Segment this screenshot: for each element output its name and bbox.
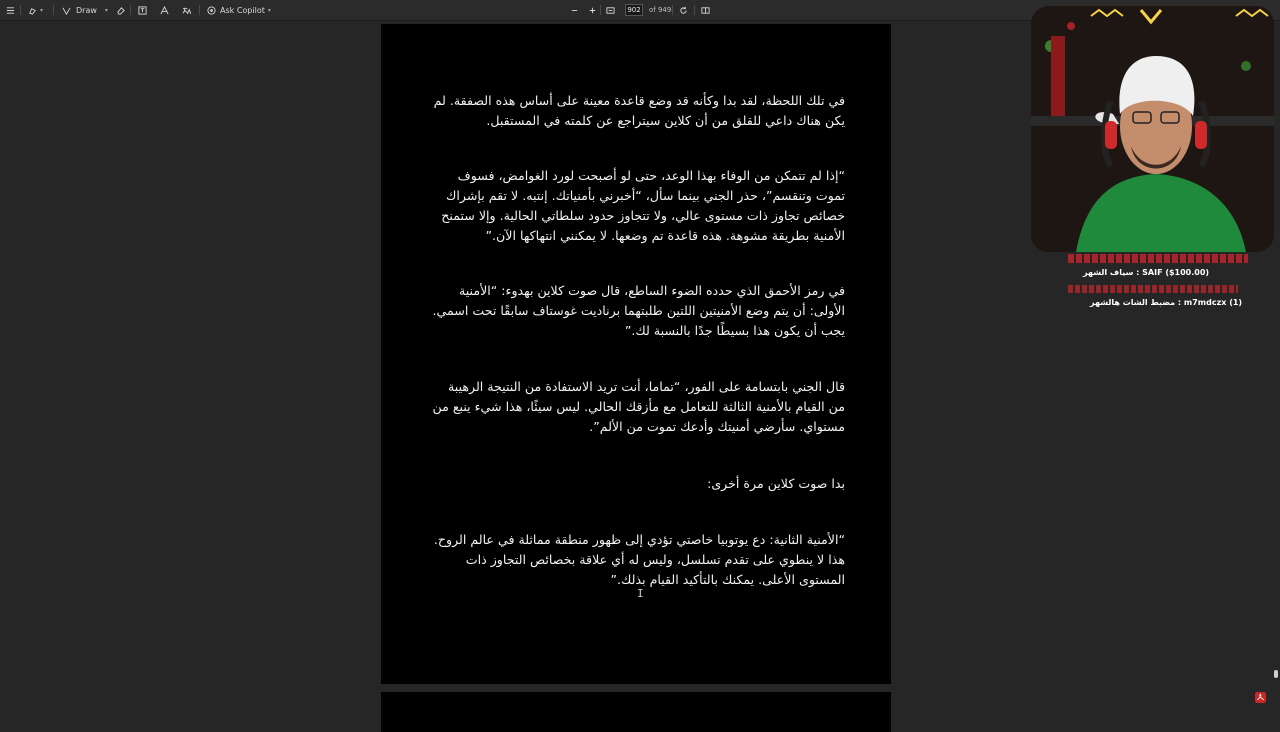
overlay-ticker-bar [1068, 285, 1238, 293]
read-aloud-button[interactable] [160, 0, 169, 20]
toolbar-divider [694, 5, 695, 15]
pdf-app-icon [1255, 692, 1266, 703]
toolbar-divider [53, 5, 54, 15]
rotate-button[interactable] [679, 0, 688, 20]
draw-label: Draw [76, 5, 97, 15]
toolbar-divider [20, 5, 21, 15]
page-number-input[interactable] [625, 4, 643, 16]
webcam-feed [1031, 6, 1274, 252]
text-box-button[interactable] [138, 0, 147, 20]
paragraph: في تلك اللحظة، لقد بدا وكأنه قد وضع قاعدة معينة على أساس هذه الصفقة. لم يكن هناك داعي للقلق من أن كلاين سيتراجع عن كلمته في المستقبل. [433, 93, 845, 128]
contents-button[interactable] [6, 0, 15, 20]
overlay-ticker-bar [1068, 254, 1248, 263]
toolbar-divider [130, 5, 131, 15]
total-pages-label: of 949 [649, 6, 672, 14]
toolbar-divider [672, 5, 673, 15]
draw-button[interactable] [62, 0, 108, 20]
zoom-in-button[interactable] [588, 0, 597, 20]
overlay-top-supporter: SAIF ($100.00) : سياف الشهر [1083, 268, 1210, 277]
erase-button[interactable] [116, 0, 125, 20]
fit-page-button[interactable] [606, 0, 615, 20]
text-cursor-icon: I [637, 587, 644, 600]
pen-icon [62, 6, 71, 15]
rotate-icon [679, 6, 688, 15]
toolbar-divider [600, 5, 601, 15]
chevron-down-icon: ▾ [267, 6, 271, 14]
paragraph: “إذا لم تتمكن من الوفاء بهذا الوعد، حتى لو أصبحت لورد الغوامض، فسوف تموت وتنقسم”، حذر الجني بينما سأل، “أخبرني بأمنياتك. إنتبه. لا تقم بإشراك خصائص تجاوز ذات مستوى عالي، ولا تتجاوز حدود سلطاتي الحالية. وإلا ستمنح الأمنية بطريقة مشوهة. هذه قاعدة تم وضعها. لا يمكنني انتهاكها الآن.” [441, 168, 845, 243]
fit-page-icon [606, 6, 615, 15]
paragraph: “الأمنية الثانية: دع يوتوبيا خاصتي تؤدي إلى ظهور منطقة مماثلة في عالم الروح. هذا لا ينطوي على تقدم تسلسل، وليس له أي علاقة بخصائص التجاوز ذات المستوى الأعلى. يمكنك بالتأكيد القيام بذلك.” [433, 532, 845, 587]
translate-button[interactable] [182, 0, 191, 20]
toolbar-divider [199, 5, 200, 15]
translate-icon [182, 6, 191, 15]
page-view-icon [701, 6, 710, 15]
zoom-out-button[interactable] [570, 0, 579, 20]
pdf-page [381, 24, 891, 684]
highlight-button[interactable] [28, 0, 43, 20]
pdf-next-page [381, 692, 891, 732]
ask-copilot-label: Ask Copilot [220, 5, 265, 15]
paragraph: قال الجني بابتسامة على الفور، “تماما، أنت تريد الاستفادة من النتيجة الرهيبة من القيام بالأمنية الثالثة للتعامل مع مأزقك الحالي. ليس سيئًا، هذا شيء ينبع من مستواي. سأرضي أمنيتك وأدعك تموت من الألم”. [432, 379, 845, 434]
paragraph: بدا صوت كلاين مرة أخرى: [707, 476, 845, 491]
list-icon [6, 6, 15, 15]
chevron-down-icon: ▾ [104, 6, 108, 14]
scrollbar-thumb[interactable] [1274, 670, 1278, 678]
streamer-illustration [1031, 6, 1274, 252]
overlay-top-chatter: m7mdczx (1) : مضبط الشات هالشهر [1090, 298, 1243, 307]
ask-copilot-button[interactable] [207, 0, 271, 20]
highlighter-icon [28, 6, 37, 15]
read-aloud-icon [160, 6, 169, 15]
minus-icon [570, 6, 579, 15]
chevron-down-icon: ▾ [40, 6, 44, 14]
page-view-button[interactable] [701, 0, 710, 20]
paragraph: في رمز الأحمق الذي حدده الضوء الساطع، قال صوت كلاين بهدوء: “الأمنية الأولى: أن يتم وضع الأمنيتين اللتين طلبتهما برناديت غوستاف سابقًا تحت اسمي. يجب أن يكون هذا بسيطًا جدًا بالنسبة لك.” [432, 283, 845, 338]
text-box-icon [138, 6, 147, 15]
plus-icon [588, 6, 597, 15]
eraser-icon [116, 6, 125, 15]
copilot-icon [207, 6, 216, 15]
